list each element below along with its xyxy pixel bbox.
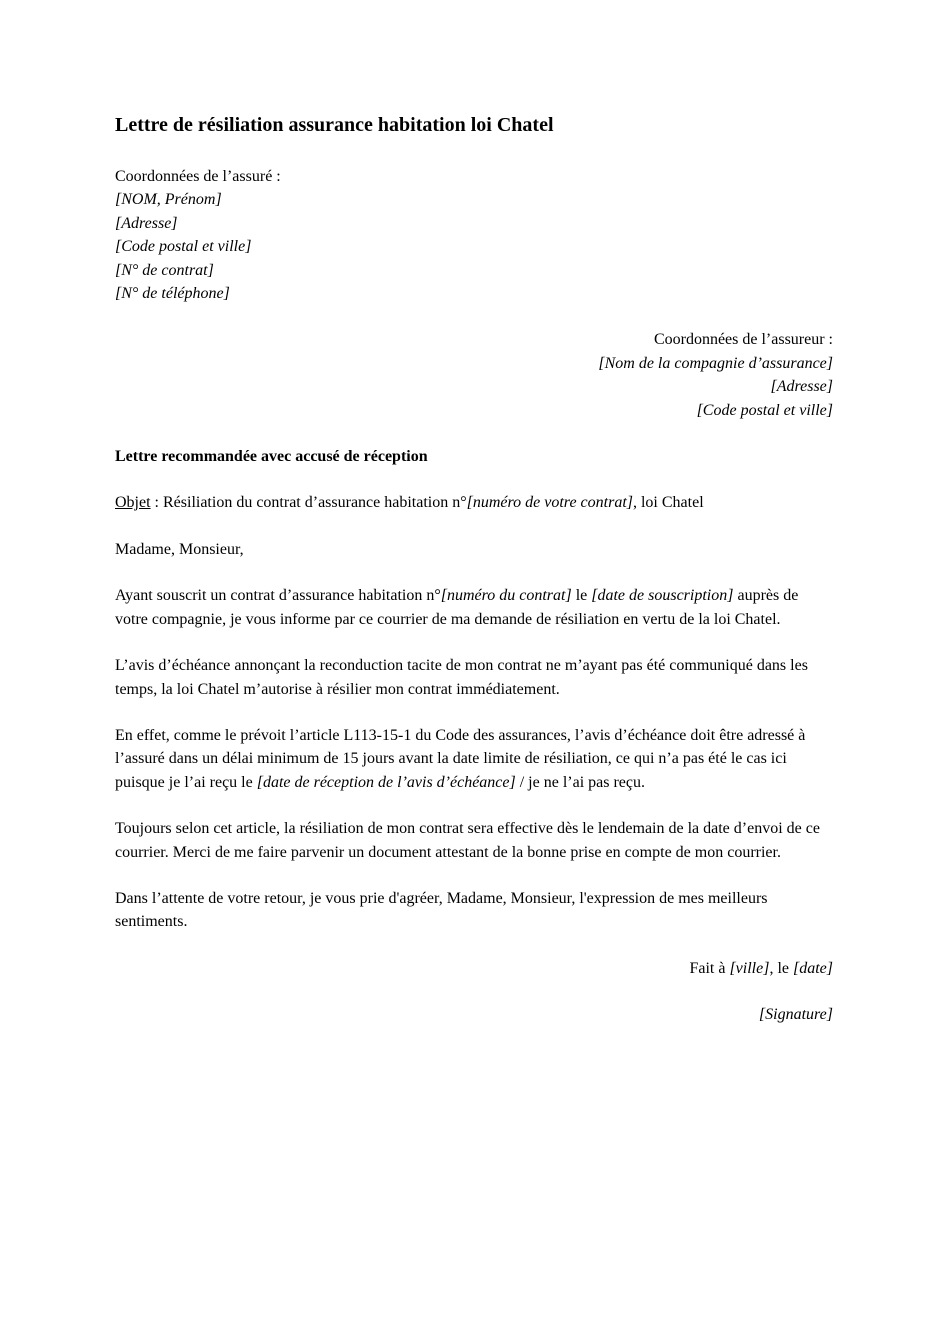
subject-label: Objet (115, 494, 151, 512)
p3-text: En effet, comme le prévoit l’article L113-15-1 du Code des assurances, l’avis d’échéance doit être adressé à l’assuré dans un délai minimum de 15 jours avant la date limite de résiliation, ce qui n’a pas été le cas ici puisque je l’ai reçu le (115, 726, 806, 791)
closing-text: Fait à (689, 959, 730, 977)
p1-text-mid: le (571, 587, 592, 605)
salutation: Madame, Monsieur, (115, 540, 244, 558)
subject-line (115, 491, 833, 514)
letter-title: Lettre de résiliation assurance habitation loi Chatel (115, 114, 554, 136)
p1-text: Ayant souscrit un contrat d’assurance habitation n° (115, 587, 441, 605)
recipient-address-placeholder: [Adresse] (770, 378, 833, 396)
sender-address-placeholder: [Adresse] (115, 214, 178, 232)
body-paragraph-2: L’avis d’échéance annonçant la reconduction tacite de mon contrat ne m’ayant pas été communiqué dans les temps, la loi Chatel m’autorise à résilier mon contrat immédiatement. (115, 657, 808, 698)
closing-date-placeholder: [date] (793, 959, 833, 977)
p1-contract-number-placeholder: [numéro du contrat] (440, 587, 572, 605)
sender-name-placeholder: [NOM, Prénom] (115, 191, 222, 209)
subject-text-end: , loi Chatel (632, 494, 704, 512)
recipient-company-placeholder: [Nom de la compagnie d’assurance] (598, 354, 833, 372)
subject-text: : Résiliation du contrat d’assurance habitation n° (150, 494, 467, 512)
body-paragraph-4: Toujours selon cet article, la résiliation de mon contrat sera effective dès le lendemain de la date d’envoi de ce courrier. Merci de me faire parvenir un document attestant de la bonne prise en compte de mon courrier. (115, 820, 820, 861)
p3-text-end: / je ne l’ai pas reçu. (515, 773, 646, 791)
sender-block (115, 165, 833, 305)
sender-label: Coordonnées de l’assuré : (115, 168, 281, 185)
p1-subscription-date-placeholder: [date de souscription] (591, 587, 734, 605)
sender-contract-number-placeholder: [N° de contrat] (115, 261, 214, 279)
recipient-label: Coordonnées de l’assureur : (653, 331, 833, 349)
sender-phone-placeholder: [N° de téléphone] (115, 285, 230, 303)
signature-placeholder: [Signature] (758, 1006, 833, 1024)
p3-notice-reception-date-placeholder: [date de réception de l’avis d’échéance] (256, 773, 516, 791)
subject-contract-number-placeholder: [numéro de votre contrat] (466, 494, 633, 512)
recipient-postal-city-placeholder: [Code postal et ville] (696, 401, 833, 419)
body-paragraph-1 (115, 584, 833, 631)
recipient-block (115, 328, 833, 422)
closing-text-mid: , le (769, 959, 793, 977)
p1-text-end: auprès de votre compagnie, je vous informe par ce courrier de ma demande de résiliation en vertu de la loi Chatel. (115, 587, 799, 628)
closing-line (115, 957, 833, 980)
sender-postal-city-placeholder: [Code postal et ville] (115, 238, 252, 256)
body-paragraph-3 (115, 724, 833, 794)
delivery-notice: Lettre recommandée avec accusé de réception (115, 448, 428, 466)
body-paragraph-5: Dans l’attente de votre retour, je vous prie d'agréer, Madame, Monsieur, l'expression de mes meilleurs sentiments. (115, 889, 768, 931)
closing-city-placeholder: [ville] (729, 959, 770, 977)
